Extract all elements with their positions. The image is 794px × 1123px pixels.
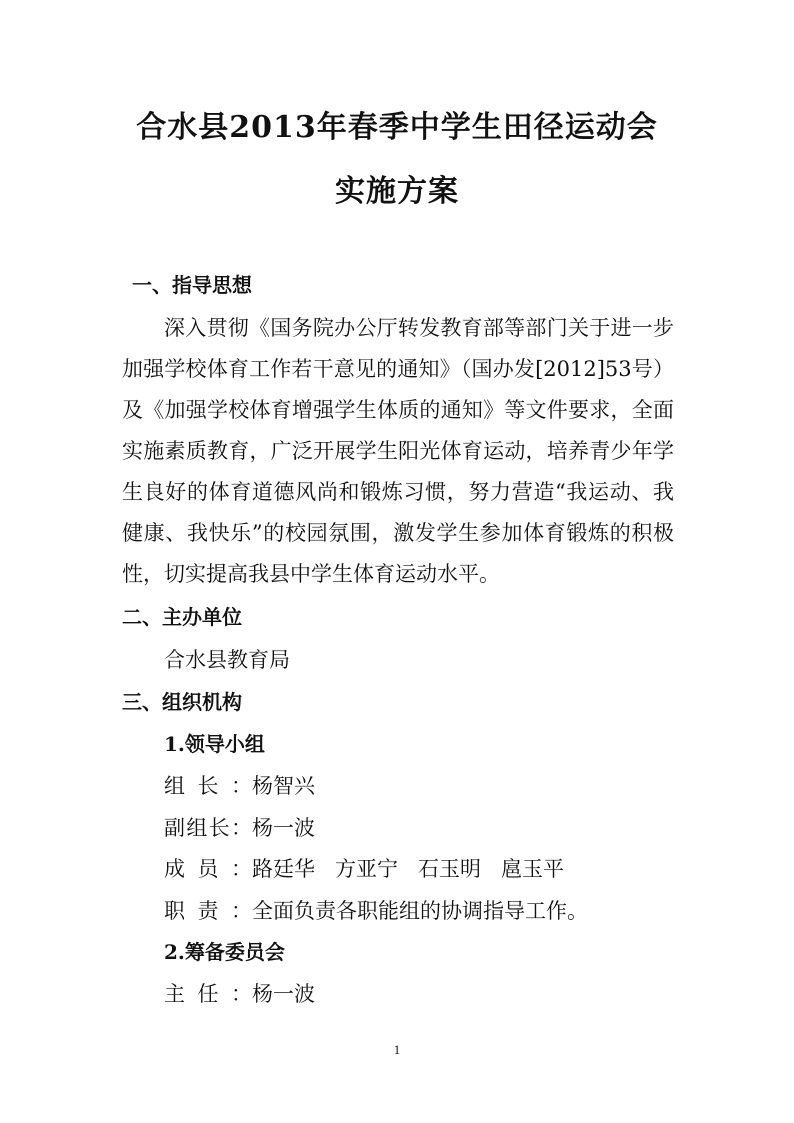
subheading-preparatory-committee: 2.筹备委员会 — [164, 940, 285, 964]
subheading-leading-group: 1.领导小组 — [164, 732, 265, 756]
role-line-director — [164, 981, 315, 1007]
role-label-members: 成员： — [164, 857, 252, 881]
role-value-deputy: 杨一波 — [252, 816, 315, 840]
page-number: 1 — [393, 1042, 401, 1057]
section-body-guiding-principle: 深入贯彻《国务院办公厅转发教育部等部门关于进一步加强学校体育工作若干意见的通知》（国办发[2012]53号）及《加强学校体育增强学生体质的通知》等文件要求，全面实施素质教育，广泛开展学生阳光体育运动，培养青少年学生良好的体育道德风尚和锻炼习惯，努力营造“我运动、我健康、我快乐”的校园氛围，激发学生参加体育锻炼的积极性，切实提高我县中学生体育运动水平。 — [122, 316, 674, 586]
role-line-deputy — [164, 815, 315, 841]
role-line-leader — [164, 773, 315, 799]
role-label-leader: 组长： — [164, 774, 252, 798]
role-line-duty — [164, 898, 588, 924]
role-line-members — [164, 856, 564, 882]
section-heading-organizer: 二、主办单位 — [122, 605, 242, 629]
role-label-duty: 职责： — [164, 899, 252, 923]
member-name: 石玉明 — [418, 857, 481, 881]
section-heading-guiding-principle: 一、指导思想 — [132, 273, 252, 297]
role-label-deputy: 副组长： — [164, 816, 252, 840]
role-value-director: 杨一波 — [252, 982, 315, 1006]
role-value-leader: 杨智兴 — [252, 774, 315, 798]
member-name: 路廷华 — [252, 857, 315, 881]
document-subtitle: 实施方案 — [335, 174, 459, 209]
member-name: 扈玉平 — [501, 857, 564, 881]
member-name: 方亚宁 — [335, 857, 398, 881]
document-title: 合水县2013年春季中学生田径运动会 — [136, 110, 658, 145]
role-value-duty: 全面负责各职能组的协调指导工作。 — [252, 899, 588, 923]
section-body-organizer: 合水县教育局 — [164, 648, 290, 672]
role-label-director: 主任： — [164, 982, 252, 1006]
section-heading-organization: 三、组织机构 — [122, 690, 242, 714]
